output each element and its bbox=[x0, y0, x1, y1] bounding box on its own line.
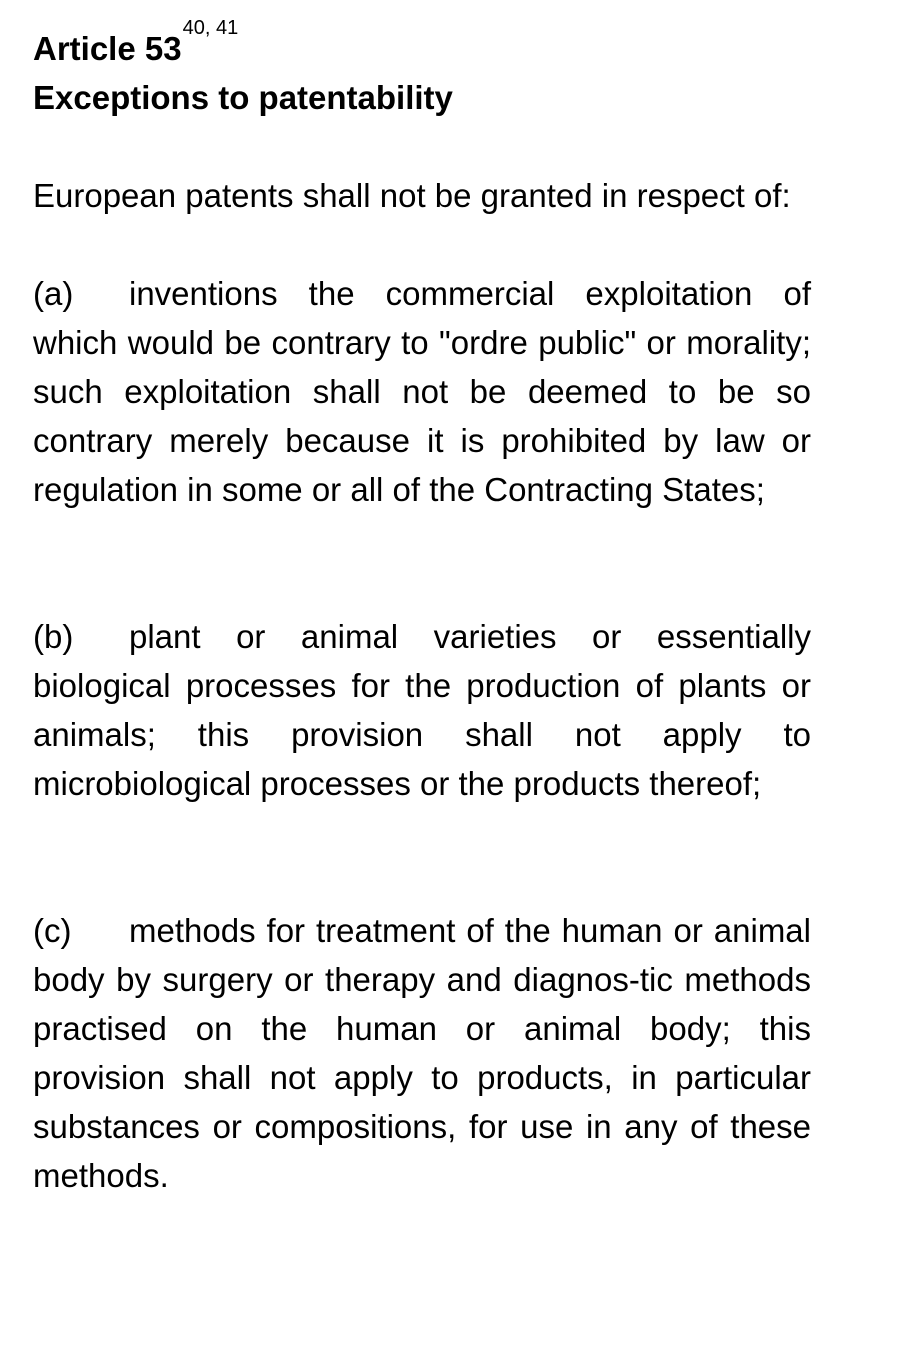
list-item-b bbox=[33, 612, 811, 808]
document-page bbox=[33, 17, 811, 1200]
item-label-b: (b) bbox=[33, 618, 74, 655]
article-title: Exceptions to patentability bbox=[33, 79, 453, 116]
article-number-label: Article 53 bbox=[33, 30, 182, 67]
item-label-c: (c) bbox=[33, 912, 72, 949]
item-label-a: (a) bbox=[33, 275, 74, 312]
intro-paragraph: European patents shall not be granted in respect of: bbox=[33, 177, 791, 214]
footnote-reference[interactable]: 40, 41 bbox=[182, 17, 239, 39]
article-number bbox=[33, 17, 811, 73]
item-text-b: plant or animal varieties or essentially biological processes for the production of plants or animals; this provision shall not apply to microbiological processes or the products thereof; bbox=[33, 618, 811, 802]
list-item-c bbox=[33, 906, 811, 1200]
list-item-a bbox=[33, 269, 811, 514]
item-text-c: methods for treatment of the human or animal body by surgery or therapy and diagnos-tic methods practised on the human or animal body; this provision shall not apply to products, in particular substances or compositions, for use in any of these methods. bbox=[33, 912, 811, 1194]
item-text-a: inventions the commercial exploitation of which would be contrary to "ordre public" or morality; such exploitation shall not be deemed to be so contrary merely because it is prohibited by law or regulation in some or all of the Contracting States; bbox=[33, 275, 811, 508]
